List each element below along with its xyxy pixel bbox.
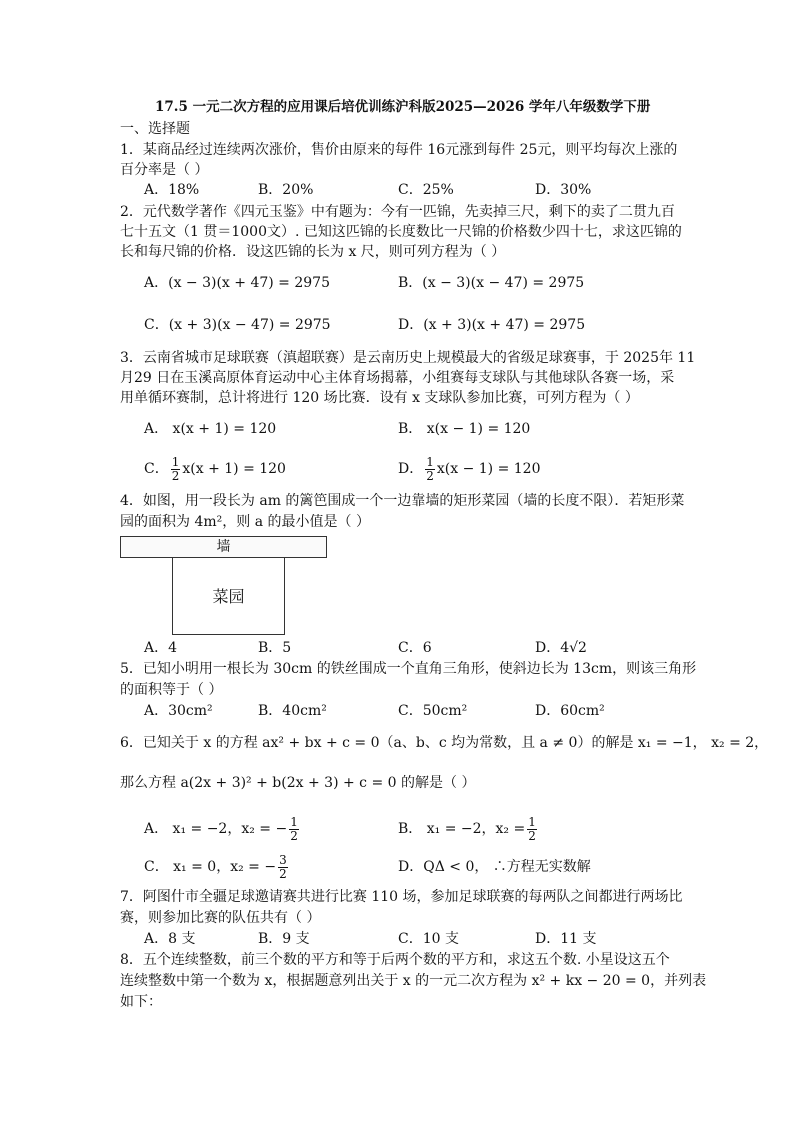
- q4-option-b: B．5: [258, 640, 292, 656]
- page-title: 17.5 一元二次方程的应用课后培优训练沪科版2025—2026 学年八年级数学下册: [155, 99, 651, 115]
- q6-option-b: [398, 812, 539, 846]
- q2-option-d: D．(x + 3)(x + 47) = 2975: [398, 317, 586, 333]
- q4-text-line1: 4．如图，用一段长为 am 的篱笆围成一个一边靠墙的矩形菜园（墙的长度不限）．若矩形菜: [120, 493, 685, 509]
- q6-option-d: D．QΔ < 0， ∴方程无实数解: [398, 859, 591, 875]
- q7-option-b: B．9 支: [258, 931, 310, 947]
- fraction-denominator: 2: [528, 828, 536, 843]
- q8-text-line3: 如下：: [120, 994, 162, 1010]
- q5-option-b: B．40cm²: [258, 703, 327, 719]
- q8-text-line2: 连续整数中第一个数为 x，根据题意列出关于 x 的一元二次方程为 x² + kx − 20 = 0，并列表: [120, 973, 707, 989]
- q1-option-c: C．25%: [398, 182, 454, 198]
- fraction-denominator: 2: [171, 468, 180, 483]
- garden-diagram-box: 菜园: [172, 558, 285, 635]
- q3-option-c: [144, 452, 286, 486]
- fraction-denominator: 2: [290, 828, 298, 843]
- q3-option-d: [398, 452, 540, 486]
- q6-text-line2: 那么方程 a(2x + 3)² + b(2x + 3) + c = 0 的解是（ ）: [120, 775, 476, 791]
- q1-option-a: A．18%: [144, 182, 200, 198]
- q3-option-c-expression: x(x + 1) = 120: [182, 461, 286, 477]
- q4-option-a: A．4: [144, 640, 178, 656]
- q1-option-b: B．20%: [258, 182, 314, 198]
- q2-text-line3: 长和每尺锦的价格．设这匹锦的长为 x 尺，则可列方程为（ ）: [120, 244, 506, 260]
- q3-option-d-expression: x(x − 1) = 120: [436, 461, 541, 477]
- q3-option-c-label: C．: [144, 461, 169, 477]
- q5-option-d: D．60cm²: [535, 703, 605, 719]
- q3-option-a: A． x(x + 1) = 120: [144, 421, 277, 437]
- fraction-numerator: 1: [171, 454, 180, 469]
- q2-option-a: A．(x − 3)(x + 47) = 2975: [144, 275, 330, 291]
- q7-option-a: A．8 支: [144, 931, 196, 947]
- q3-text-line3: 用单循环赛制，总计将进行 120 场比赛．设有 x 支球队参加比赛，可列方程为（ ）: [120, 390, 639, 406]
- q5-option-a: A．30cm²: [144, 703, 213, 719]
- q1-option-d: D．30%: [535, 182, 592, 198]
- q3-option-d-label: D．: [398, 461, 424, 477]
- q6-option-a-label: A． x₁ = −2，x₂ = −: [144, 821, 288, 837]
- q2-text-line2: 七十五文（1 贯＝1000文）. 已知这匹锦的长度数比一尺锦的价格数少四十七，求这匹锦的: [120, 224, 682, 240]
- q2-text-line1: 2．元代数学著作《四元玉鉴》中有题为：今有一匹锦，先卖掉三尺，剩下的卖了二贯九百: [120, 204, 675, 220]
- q7-text-line1: 7．阿图什市全疆足球邀请赛共进行比赛 110 场，参加足球联赛的每两队之间都进行两场比: [120, 889, 683, 905]
- q6-option-b-fraction: [527, 816, 537, 843]
- q4-option-c: C．6: [398, 640, 432, 656]
- fraction-denominator: 2: [426, 468, 434, 483]
- q5-text-line1: 5．已知小明用一根长为 30cm 的铁丝围成一个直角三角形，使斜边长为 13cm，则该三角形: [120, 661, 697, 677]
- q6-option-a: [144, 812, 301, 846]
- fraction-numerator: 1: [528, 814, 536, 829]
- q5-text-line2: 的面积等于（ ）: [120, 682, 223, 698]
- fraction-denominator: 2: [279, 866, 287, 881]
- fraction-numerator: 3: [279, 852, 287, 867]
- q6-option-c-fraction: [278, 854, 288, 881]
- q6-option-c: [144, 850, 290, 884]
- q1-text-line1: 1．某商品经过连续两次涨价，售价由原来的每件 16元涨到每件 25元，则平均每次上涨的: [120, 142, 678, 158]
- q3-option-c-half-fraction: [171, 456, 181, 483]
- q2-option-c: C．(x + 3)(x − 47) = 2975: [144, 317, 331, 333]
- q3-option-d-half-fraction: [425, 456, 435, 483]
- q7-option-d: D．11 支: [535, 931, 597, 947]
- q4-option-d: D．4√2: [535, 640, 587, 656]
- wall-diagram-box: 墙: [120, 536, 327, 558]
- q3-text-line2: 月29 日在玉溪高原体育运动中心主体育场揭幕，小组赛每支球队与其他球队各赛一场，采: [120, 370, 675, 386]
- q7-text-line2: 赛，则参加比赛的队伍共有（ ）: [120, 910, 321, 926]
- q2-option-b: B．(x − 3)(x − 47) = 2975: [398, 275, 585, 291]
- q8-text-line1: 8．五个连续整数，前三个数的平方和等于后两个数的平方和，求这五个数. 小星设这五个: [120, 952, 670, 968]
- q6-option-a-fraction: [289, 816, 299, 843]
- q7-option-c: C．10 支: [398, 931, 459, 947]
- q1-text-line2: 百分率是（ ）: [120, 162, 209, 178]
- q4-text-line2: 园的面积为 4m²，则 a 的最小值是（ ）: [120, 514, 370, 530]
- fraction-numerator: 1: [426, 454, 434, 469]
- q3-text-line1: 3．云南省城市足球联赛（滇超联赛）是云南历史上规模最大的省级足球赛事，于 2025年 11: [120, 350, 696, 366]
- q3-option-b: B． x(x − 1) = 120: [398, 421, 531, 437]
- q5-option-c: C．50cm²: [398, 703, 468, 719]
- section-heading: 一、选择题: [120, 121, 190, 137]
- q6-option-c-label: C． x₁ = 0，x₂ = −: [144, 859, 277, 875]
- q6-text-line1: 6．已知关于 x 的方程 ax² + bx + c = 0（a、b、c 均为常数，且 a ≠ 0）的解是 x₁ = −1， x₂ = 2，: [120, 735, 769, 751]
- fraction-numerator: 1: [290, 814, 298, 829]
- q6-option-b-label: B． x₁ = −2，x₂ =: [398, 821, 526, 837]
